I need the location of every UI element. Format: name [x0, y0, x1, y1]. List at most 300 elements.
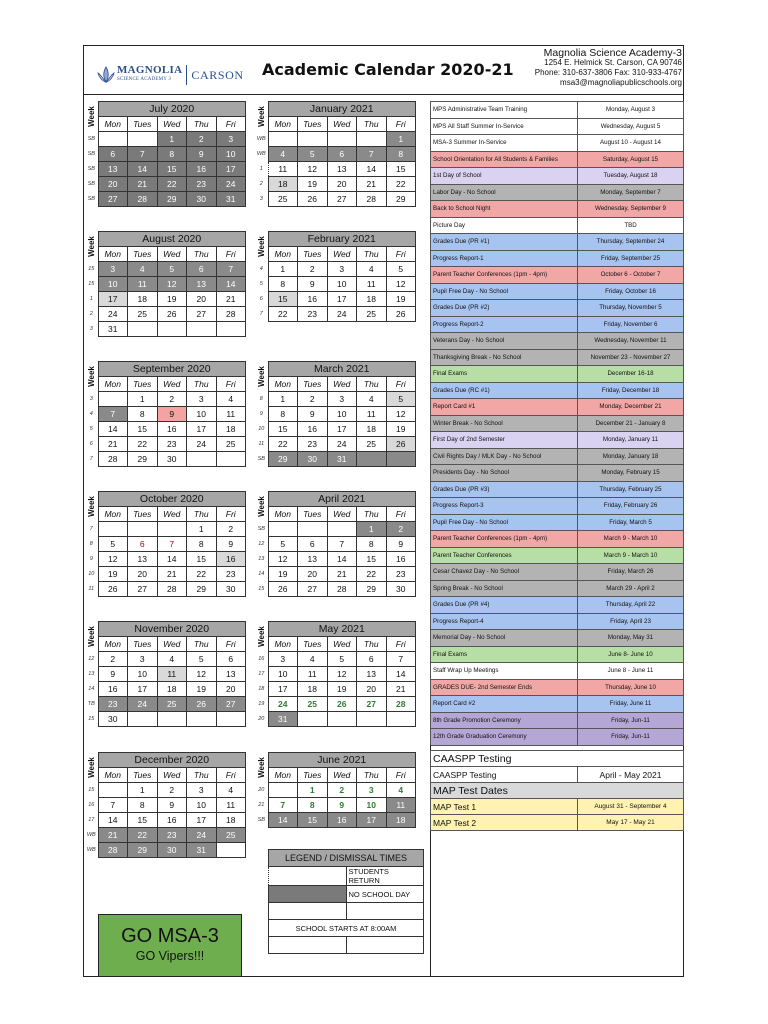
day-cell: [157, 712, 187, 727]
day-cell: 16: [187, 162, 217, 177]
week-number: WB: [256, 151, 266, 157]
day-header: Fri: [216, 117, 246, 132]
week-number: 14: [88, 686, 95, 692]
month-may-2021: [255, 621, 416, 727]
week-number: 13: [258, 556, 265, 562]
day-cell: 4: [216, 392, 246, 407]
event-name: Civil Rights Day / MLK Day - No School: [431, 448, 578, 465]
day-header: Mon: [268, 247, 298, 262]
map-header: MAP Test Dates: [431, 783, 684, 799]
week-row: [255, 552, 416, 567]
day-header: Tues: [298, 768, 328, 783]
event-date: Friday, December 18: [578, 382, 684, 399]
day-cell: 11: [268, 162, 298, 177]
event-row: [431, 630, 684, 647]
event-date: Saturday, August 15: [578, 151, 684, 168]
day-cell: [128, 712, 158, 727]
event-date: Thursday, November 5: [578, 300, 684, 317]
day-cell: 25: [216, 828, 246, 843]
map-header-row: [431, 783, 684, 799]
school-email[interactable]: msa3@magnoliapublicschools.org: [560, 78, 682, 87]
day-cell: 3: [357, 783, 387, 798]
event-date: Wednesday, September 9: [578, 201, 684, 218]
event-name: Winter Break - No School: [431, 415, 578, 432]
day-header: Tues: [128, 377, 158, 392]
event-row: [431, 712, 684, 729]
event-name: Back to School Night: [431, 201, 578, 218]
week-number: 5: [259, 281, 263, 287]
event-name: Report Card #2: [431, 696, 578, 713]
event-date: Wednesday, August 5: [578, 118, 684, 135]
day-header: Wed: [327, 377, 357, 392]
day-cell: 1: [128, 392, 158, 407]
day-cell: 13: [357, 667, 387, 682]
event-row: [431, 597, 684, 614]
week-row: [85, 667, 246, 682]
day-cell: 10: [187, 798, 217, 813]
day-cell: 10: [216, 147, 246, 162]
week-row: [85, 292, 246, 307]
week-row: [85, 177, 246, 192]
day-cell: 24: [268, 697, 298, 712]
caaspp-date: April - May 2021: [578, 767, 684, 783]
week-column-label: Week: [257, 365, 267, 387]
day-cell: 15: [187, 552, 217, 567]
week-row: [85, 452, 246, 467]
day-cell: 19: [157, 292, 187, 307]
event-name: Grades Due (PR #2): [431, 300, 578, 317]
week-number: 21: [258, 802, 265, 808]
day-cell: 17: [357, 813, 387, 828]
day-cell: 28: [216, 307, 246, 322]
day-cell: 16: [216, 552, 246, 567]
event-name: Progress Report-1: [431, 250, 578, 267]
week-number: 16: [88, 802, 95, 808]
day-cell: 4: [298, 652, 328, 667]
day-cell: 4: [128, 262, 158, 277]
day-cell: 1: [268, 392, 298, 407]
day-cell: 9: [298, 277, 328, 292]
day-cell: 8: [128, 798, 158, 813]
day-cell: 18: [268, 177, 298, 192]
day-header: Tues: [298, 507, 328, 522]
week-row: [255, 522, 416, 537]
day-cell: 31: [327, 452, 357, 467]
week-number: 15: [88, 266, 95, 272]
day-cell: 5: [98, 537, 128, 552]
day-cell: 13: [216, 667, 246, 682]
week-column-label: Week: [87, 495, 97, 517]
day-cell: 17: [98, 292, 128, 307]
day-header: Thu: [187, 247, 217, 262]
event-row: [431, 465, 684, 482]
day-cell: 6: [327, 147, 357, 162]
day-cell: 31: [187, 843, 217, 858]
week-row: [85, 552, 246, 567]
week-number: WB: [256, 136, 266, 142]
week-row: [255, 682, 416, 697]
event-name: Veterans Day - No School: [431, 333, 578, 350]
event-date: Friday, March 26: [578, 564, 684, 581]
week-number: SB: [87, 136, 95, 142]
event-name: Progress Report-3: [431, 498, 578, 515]
week-row: [255, 437, 416, 452]
event-row: [431, 481, 684, 498]
day-header: Tues: [298, 247, 328, 262]
event-row: [431, 646, 684, 663]
week-row: [255, 537, 416, 552]
event-name: 8th Grade Promotion Ceremony: [431, 712, 578, 729]
event-row: [431, 547, 684, 564]
day-header: Thu: [187, 377, 217, 392]
day-cell: 13: [98, 162, 128, 177]
day-cell: 16: [298, 422, 328, 437]
day-cell: 15: [386, 162, 416, 177]
event-row: [431, 151, 684, 168]
day-cell: 1: [187, 522, 217, 537]
week-row: [85, 537, 246, 552]
week-row: [255, 667, 416, 682]
day-cell: 6: [357, 652, 387, 667]
day-header: Tues: [128, 768, 158, 783]
day-header: Mon: [268, 117, 298, 132]
day-header: Wed: [327, 117, 357, 132]
event-date: Friday, November 6: [578, 316, 684, 333]
day-cell: 7: [327, 537, 357, 552]
week-number: 15: [258, 586, 265, 592]
day-cell: 12: [268, 552, 298, 567]
event-date: Monday, January 11: [578, 432, 684, 449]
week-number: 20: [258, 787, 265, 793]
week-row: [85, 798, 246, 813]
day-cell: 2: [157, 392, 187, 407]
day-cell: 9: [298, 407, 328, 422]
day-cell: 22: [268, 307, 298, 322]
event-row: [431, 580, 684, 597]
day-header: Tues: [128, 117, 158, 132]
week-row: [255, 292, 416, 307]
day-header: Mon: [98, 247, 128, 262]
day-cell: 1: [157, 132, 187, 147]
day-header: Fri: [216, 377, 246, 392]
day-cell: 18: [128, 292, 158, 307]
day-cell: 4: [157, 652, 187, 667]
week-row: [255, 813, 416, 828]
day-cell: 3: [187, 392, 217, 407]
event-date: March 9 - March 10: [578, 531, 684, 548]
day-cell: 7: [357, 147, 387, 162]
day-cell: 19: [187, 682, 217, 697]
event-date: October 6 - October 7: [578, 267, 684, 284]
day-cell: [187, 322, 217, 337]
week-row: [255, 697, 416, 712]
caaspp-name: CAASPP Testing: [431, 767, 578, 783]
event-date: Thursday, April 22: [578, 597, 684, 614]
week-column-label: Week: [257, 495, 267, 517]
day-cell: 9: [157, 407, 187, 422]
week-row: [85, 843, 246, 858]
day-cell: 19: [386, 422, 416, 437]
day-header: Tues: [128, 507, 158, 522]
school-phone: Phone: 310-637-3806 Fax: 310-933-4767: [534, 68, 682, 77]
day-cell: 26: [386, 307, 416, 322]
month-january-2021: [255, 101, 416, 207]
day-header: Wed: [327, 507, 357, 522]
event-date: Tuesday, August 18: [578, 168, 684, 185]
week-row: [85, 783, 246, 798]
logo-name: MAGNOLIA: [117, 64, 183, 76]
day-header: Fri: [386, 637, 416, 652]
logo-separator: [186, 65, 187, 85]
month-october-2020: [85, 491, 246, 597]
event-date: Friday, February 26: [578, 498, 684, 515]
legend-box: [268, 849, 424, 954]
day-cell: 26: [157, 307, 187, 322]
week-column-label: Week: [87, 365, 97, 387]
week-number: 14: [258, 571, 265, 577]
day-cell: 27: [298, 582, 328, 597]
day-cell: 29: [128, 843, 158, 858]
event-name: 1st Day of School: [431, 168, 578, 185]
week-column-label: Week: [87, 625, 97, 647]
event-row: [431, 135, 684, 152]
day-cell: 28: [128, 192, 158, 207]
day-header: Thu: [357, 637, 387, 652]
day-header: Mon: [268, 377, 298, 392]
day-cell: 8: [187, 537, 217, 552]
event-name: Progress Report-2: [431, 316, 578, 333]
day-cell: 28: [98, 843, 128, 858]
go-vipers-text: GO Vipers!!!: [135, 949, 205, 963]
day-cell: 27: [216, 697, 246, 712]
event-row: [431, 118, 684, 135]
day-header: Thu: [187, 768, 217, 783]
event-date: Thursday, February 25: [578, 481, 684, 498]
day-header: Fri: [386, 247, 416, 262]
day-cell: 11: [386, 798, 416, 813]
students-return-label: STUDENTS RETURN: [346, 867, 424, 886]
event-row: [431, 564, 684, 581]
event-row: [431, 679, 684, 696]
day-cell: 23: [386, 567, 416, 582]
event-row: [431, 498, 684, 515]
day-cell: [327, 712, 357, 727]
month-title: November 2020: [98, 622, 246, 637]
page-title: Academic Calendar 2020-21: [262, 60, 514, 79]
event-date: June 8 - June 11: [578, 663, 684, 680]
day-cell: 17: [187, 422, 217, 437]
event-name: 12th Grade Graduation Ceremony: [431, 729, 578, 746]
day-header: Thu: [357, 377, 387, 392]
week-number: 18: [258, 686, 265, 692]
month-title: April 2021: [268, 492, 416, 507]
day-cell: 15: [128, 422, 158, 437]
week-row: [255, 262, 416, 277]
day-cell: 11: [128, 277, 158, 292]
week-row: [255, 798, 416, 813]
event-name: Thanksgiving Break - No School: [431, 349, 578, 366]
go-msa3-text: GO MSA-3: [121, 925, 219, 947]
day-cell: 19: [98, 567, 128, 582]
day-cell: 30: [157, 452, 187, 467]
day-header: Fri: [386, 768, 416, 783]
day-header: Thu: [357, 768, 387, 783]
day-cell: 3: [187, 783, 217, 798]
week-number: 2: [89, 311, 93, 317]
event-date: Monday, February 15: [578, 465, 684, 482]
day-cell: 4: [268, 147, 298, 162]
day-cell: 18: [386, 813, 416, 828]
day-cell: 17: [327, 292, 357, 307]
day-cell: 24: [128, 697, 158, 712]
students-return-swatch: [269, 867, 347, 886]
event-date: Thursday, June 10: [578, 679, 684, 696]
week-row: [255, 177, 416, 192]
day-cell: 26: [98, 582, 128, 597]
day-cell: 17: [268, 682, 298, 697]
event-row: [431, 184, 684, 201]
event-name: Memorial Day - No School: [431, 630, 578, 647]
week-number: SB: [257, 456, 265, 462]
day-cell: 2: [98, 652, 128, 667]
week-row: [85, 307, 246, 322]
week-row: [255, 162, 416, 177]
day-cell: [128, 132, 158, 147]
day-header: Tues: [298, 117, 328, 132]
day-cell: 21: [327, 567, 357, 582]
day-header: Fri: [216, 247, 246, 262]
map-test-1-date: August 31 - September 4: [578, 799, 684, 815]
week-row: [85, 132, 246, 147]
day-cell: 30: [386, 582, 416, 597]
event-name: MPS Administrative Team Training: [431, 102, 578, 119]
day-header: Thu: [187, 507, 217, 522]
day-cell: 25: [128, 307, 158, 322]
map-test-1-row: [431, 799, 684, 815]
week-number: 3: [89, 396, 93, 402]
event-name: Spring Break - No School: [431, 580, 578, 597]
week-row: [85, 162, 246, 177]
day-cell: 22: [157, 177, 187, 192]
week-row: [255, 407, 416, 422]
day-cell: 20: [187, 292, 217, 307]
month-april-2021: [255, 491, 416, 597]
day-cell: 23: [98, 697, 128, 712]
week-row: [255, 192, 416, 207]
day-cell: 21: [386, 682, 416, 697]
header-divider: [83, 94, 684, 95]
day-cell: 15: [268, 422, 298, 437]
event-row: [431, 201, 684, 218]
week-number: SB: [87, 181, 95, 187]
day-cell: 16: [327, 813, 357, 828]
event-date: Monday, September 7: [578, 184, 684, 201]
day-header: Wed: [157, 637, 187, 652]
week-number: 17: [258, 671, 265, 677]
day-cell: 17: [327, 422, 357, 437]
day-cell: [98, 132, 128, 147]
event-date: Wednesday, November 11: [578, 333, 684, 350]
week-number: 19: [258, 701, 265, 707]
day-cell: 15: [128, 813, 158, 828]
day-cell: 8: [386, 147, 416, 162]
week-number: WB: [86, 832, 96, 838]
day-cell: 24: [98, 307, 128, 322]
logo-subtitle: SCIENCE ACADEMY 3: [117, 77, 172, 82]
day-header: Wed: [157, 247, 187, 262]
day-cell: 20: [98, 177, 128, 192]
day-cell: 26: [268, 582, 298, 597]
week-row: [85, 322, 246, 337]
event-row: [431, 168, 684, 185]
day-cell: 26: [187, 697, 217, 712]
event-date: Monday, December 21: [578, 399, 684, 416]
day-cell: 23: [216, 567, 246, 582]
day-cell: [98, 522, 128, 537]
event-name: Pupil Free Day - No School: [431, 514, 578, 531]
event-row: [431, 415, 684, 432]
day-cell: 26: [386, 437, 416, 452]
day-header: Tues: [128, 247, 158, 262]
day-cell: 18: [216, 813, 246, 828]
day-cell: 9: [327, 798, 357, 813]
week-number: 8: [89, 541, 93, 547]
week-row: [255, 147, 416, 162]
day-cell: 3: [268, 652, 298, 667]
day-cell: 7: [98, 407, 128, 422]
day-cell: 8: [298, 798, 328, 813]
day-cell: 23: [187, 177, 217, 192]
school-address: 1254 E. Helmick St. Carson, CA 90746: [544, 58, 682, 67]
day-cell: 11: [157, 667, 187, 682]
map-test-2-date: May 17 - May 21: [578, 815, 684, 831]
event-row: [431, 349, 684, 366]
event-row: [431, 316, 684, 333]
school-start-time: SCHOOL STARTS AT 8:00AM: [269, 920, 424, 937]
event-row: [431, 267, 684, 284]
day-cell: 15: [268, 292, 298, 307]
day-header: Thu: [187, 637, 217, 652]
week-number: 17: [88, 817, 95, 823]
event-name: MSA-3 Summer In-Service: [431, 135, 578, 152]
day-cell: 18: [298, 682, 328, 697]
week-number: 11: [258, 441, 265, 447]
day-cell: 31: [216, 192, 246, 207]
day-header: Wed: [327, 768, 357, 783]
day-cell: 14: [157, 552, 187, 567]
day-cell: 19: [386, 292, 416, 307]
week-number: 12: [88, 656, 95, 662]
week-number: 3: [89, 326, 93, 332]
week-number: TB: [87, 701, 95, 707]
event-date: November 23 - November 27: [578, 349, 684, 366]
month-title: August 2020: [98, 232, 246, 247]
week-row: [255, 712, 416, 727]
week-column-label: Week: [257, 235, 267, 257]
day-cell: 28: [357, 192, 387, 207]
event-date: Friday, April 23: [578, 613, 684, 630]
day-cell: [357, 712, 387, 727]
month-march-2021: [255, 361, 416, 467]
event-name: School Orientation for All Students & Families: [431, 151, 578, 168]
day-cell: 18: [357, 422, 387, 437]
day-cell: 25: [357, 437, 387, 452]
day-cell: [357, 452, 387, 467]
day-cell: 5: [157, 262, 187, 277]
day-cell: 2: [298, 262, 328, 277]
day-header: Wed: [157, 377, 187, 392]
school-logo: [95, 61, 245, 89]
